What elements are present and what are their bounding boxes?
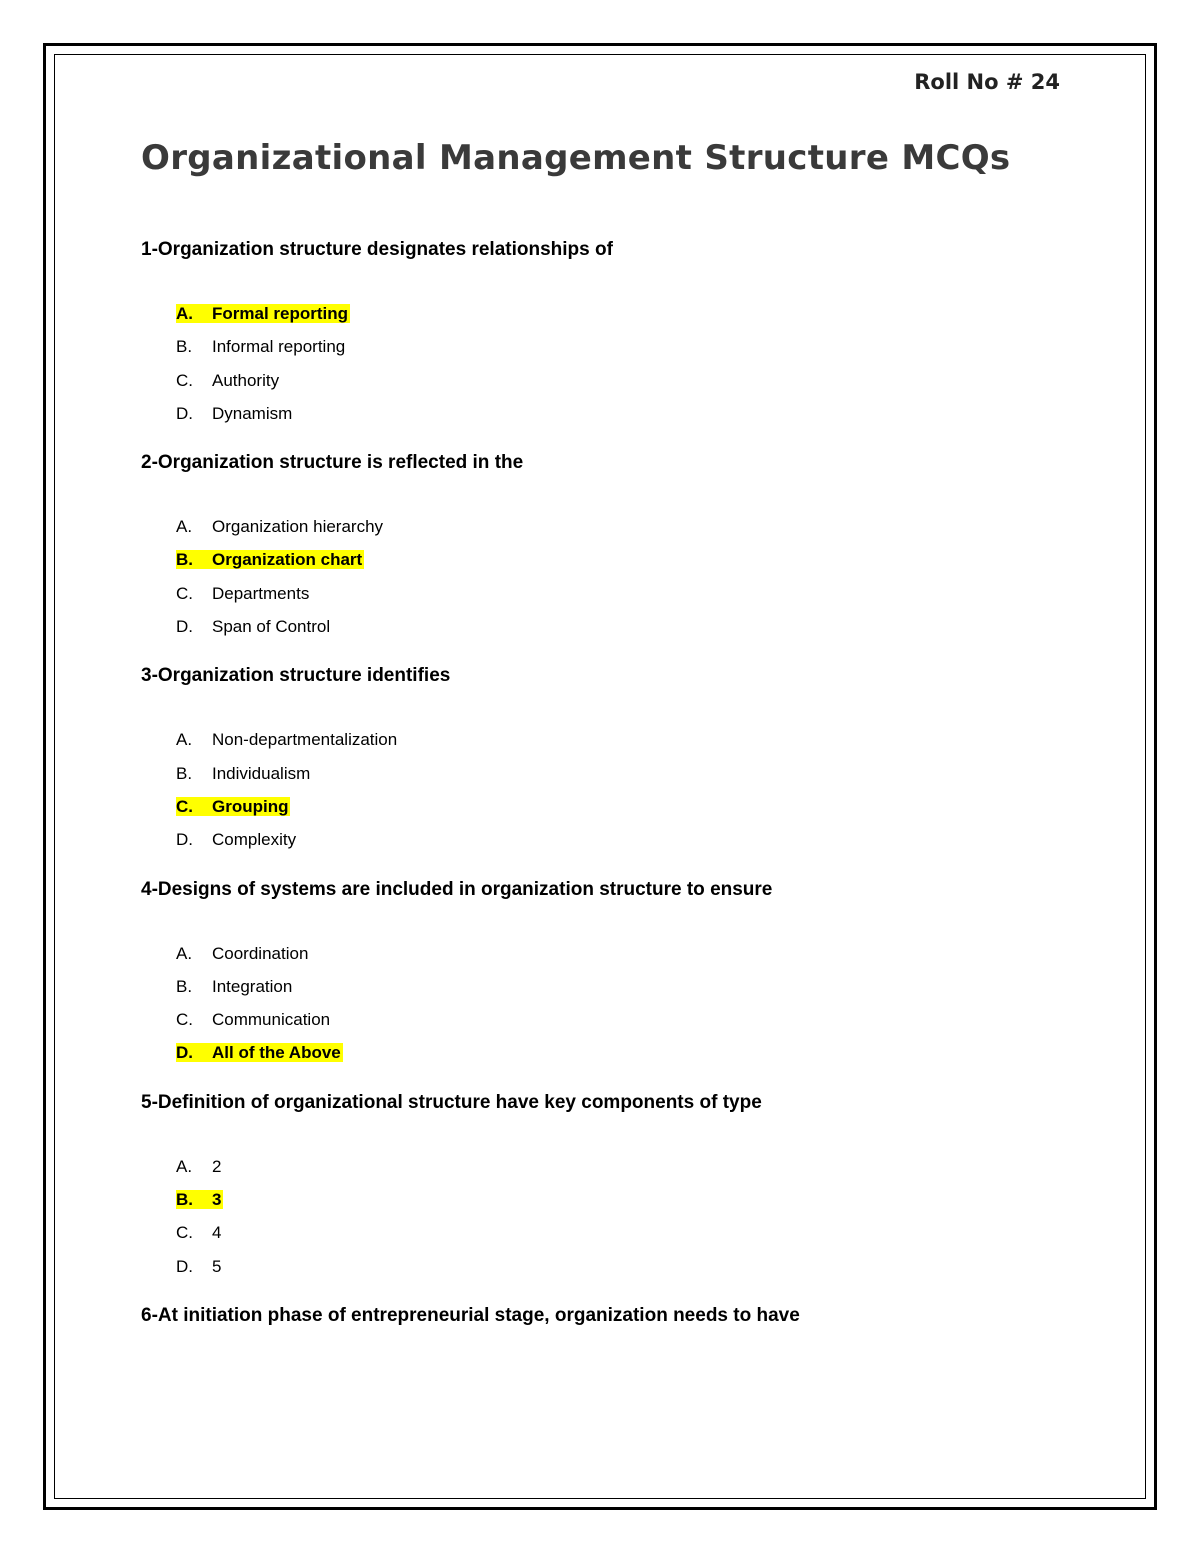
option-letter: C. (176, 370, 193, 390)
option-text: Integration (212, 976, 293, 996)
question-spacer (141, 435, 1091, 449)
option-text: Individualism (212, 763, 311, 783)
option-content (176, 1223, 221, 1242)
option-content (176, 977, 292, 996)
option-content (176, 1257, 221, 1276)
option-list (141, 728, 1091, 852)
option-text: Organization hierarchy (212, 517, 384, 537)
question-list (141, 236, 1091, 1330)
correct-option (176, 1188, 1091, 1212)
option-content (176, 404, 292, 423)
question-text: 4-Designs of systems are included in organization structure to ensure (141, 878, 773, 900)
option-text: Organization chart (212, 550, 363, 570)
option-text: Formal reporting (212, 304, 349, 323)
option-text: 3 (212, 1190, 222, 1210)
question-spacer (141, 648, 1091, 662)
option-letter: A. (176, 517, 193, 537)
option (176, 515, 1091, 539)
question-6 (141, 1302, 1091, 1330)
option (176, 942, 1091, 966)
option-letter: D. (176, 617, 193, 637)
option-content (176, 830, 296, 849)
option-content (176, 944, 308, 963)
option-content (176, 1157, 221, 1176)
option-content (176, 337, 345, 356)
option-letter: B. (176, 550, 193, 570)
question-spacer (141, 1075, 1091, 1089)
option (176, 975, 1091, 999)
option-letter: A. (176, 304, 193, 323)
question-2 (141, 449, 1091, 639)
option-text: Communication (212, 1010, 331, 1030)
option-content (176, 584, 309, 603)
option-text: Informal reporting (212, 337, 346, 357)
option-text: Span of Control (212, 617, 331, 637)
question-spacer (141, 1288, 1091, 1302)
question-5 (141, 1089, 1091, 1279)
option-letter: B. (176, 976, 193, 996)
question-3 (141, 662, 1091, 852)
question-text: 3-Organization structure identifies (141, 665, 451, 687)
option (176, 335, 1091, 359)
option-letter: B. (176, 763, 193, 783)
question-1 (141, 236, 1091, 426)
option-letter: D. (176, 403, 193, 423)
option-content (176, 730, 397, 749)
option-letter: D. (176, 1043, 193, 1063)
correct-option (176, 795, 1091, 819)
option-list (141, 302, 1091, 426)
option-letter: D. (176, 830, 193, 850)
option-text: Complexity (212, 830, 297, 850)
option-letter: C. (176, 796, 193, 816)
option-content (176, 550, 364, 569)
question-text: 6-At initiation phase of entrepreneurial stage, organization needs to have (141, 1304, 800, 1326)
option-text: Departments (212, 583, 310, 603)
option-letter: A. (176, 943, 193, 963)
option-list (141, 942, 1091, 1066)
option-content (176, 1043, 343, 1062)
option-text: Non-departmentalization (212, 730, 398, 750)
option (176, 728, 1091, 752)
option-content (176, 764, 310, 783)
option-letter: B. (176, 1190, 193, 1210)
option-letter: C. (176, 1223, 193, 1243)
option (176, 369, 1091, 393)
question-4 (141, 876, 1091, 1066)
question-text: 1-Organization structure designates relationships of (141, 239, 613, 260)
option-text: 4 (212, 1223, 222, 1243)
question-text: 5-Definition of organizational structure have key components of type (141, 1091, 762, 1113)
option-text: Coordination (212, 943, 309, 963)
option-letter: C. (176, 583, 193, 603)
option-content (176, 797, 290, 816)
option-letter: A. (176, 730, 193, 750)
option-text: Authority (212, 370, 280, 390)
option-content (176, 304, 350, 323)
option (176, 762, 1091, 786)
option-text: Grouping (212, 796, 289, 816)
option (176, 1155, 1091, 1179)
option (176, 1255, 1091, 1279)
option-content (176, 371, 279, 390)
option-letter: C. (176, 1010, 193, 1030)
document-title: Organizational Management Structure MCQs (141, 138, 1011, 178)
option-content (176, 1010, 330, 1029)
correct-option (176, 1041, 1091, 1065)
option-content (176, 617, 330, 636)
option (176, 582, 1091, 606)
option-letter: B. (176, 337, 193, 357)
option-content (176, 517, 383, 536)
option (176, 615, 1091, 639)
option (176, 828, 1091, 852)
option-text: Dynamism (212, 403, 293, 423)
option-text: All of the Above (212, 1043, 341, 1063)
roll-number: Roll No # 24 (914, 70, 1060, 94)
question-spacer (141, 862, 1091, 876)
option-list (141, 1155, 1091, 1279)
option-list (141, 515, 1091, 639)
question-text: 2-Organization structure is reflected in the (141, 452, 524, 474)
option (176, 402, 1091, 426)
correct-option (176, 548, 1091, 572)
option (176, 1008, 1091, 1032)
option-content (176, 1190, 223, 1209)
correct-option (176, 302, 1091, 326)
option-letter: A. (176, 1156, 193, 1176)
option (176, 1221, 1091, 1245)
option-text: 2 (212, 1156, 222, 1176)
option-letter: D. (176, 1256, 193, 1276)
option-text: 5 (212, 1256, 222, 1276)
